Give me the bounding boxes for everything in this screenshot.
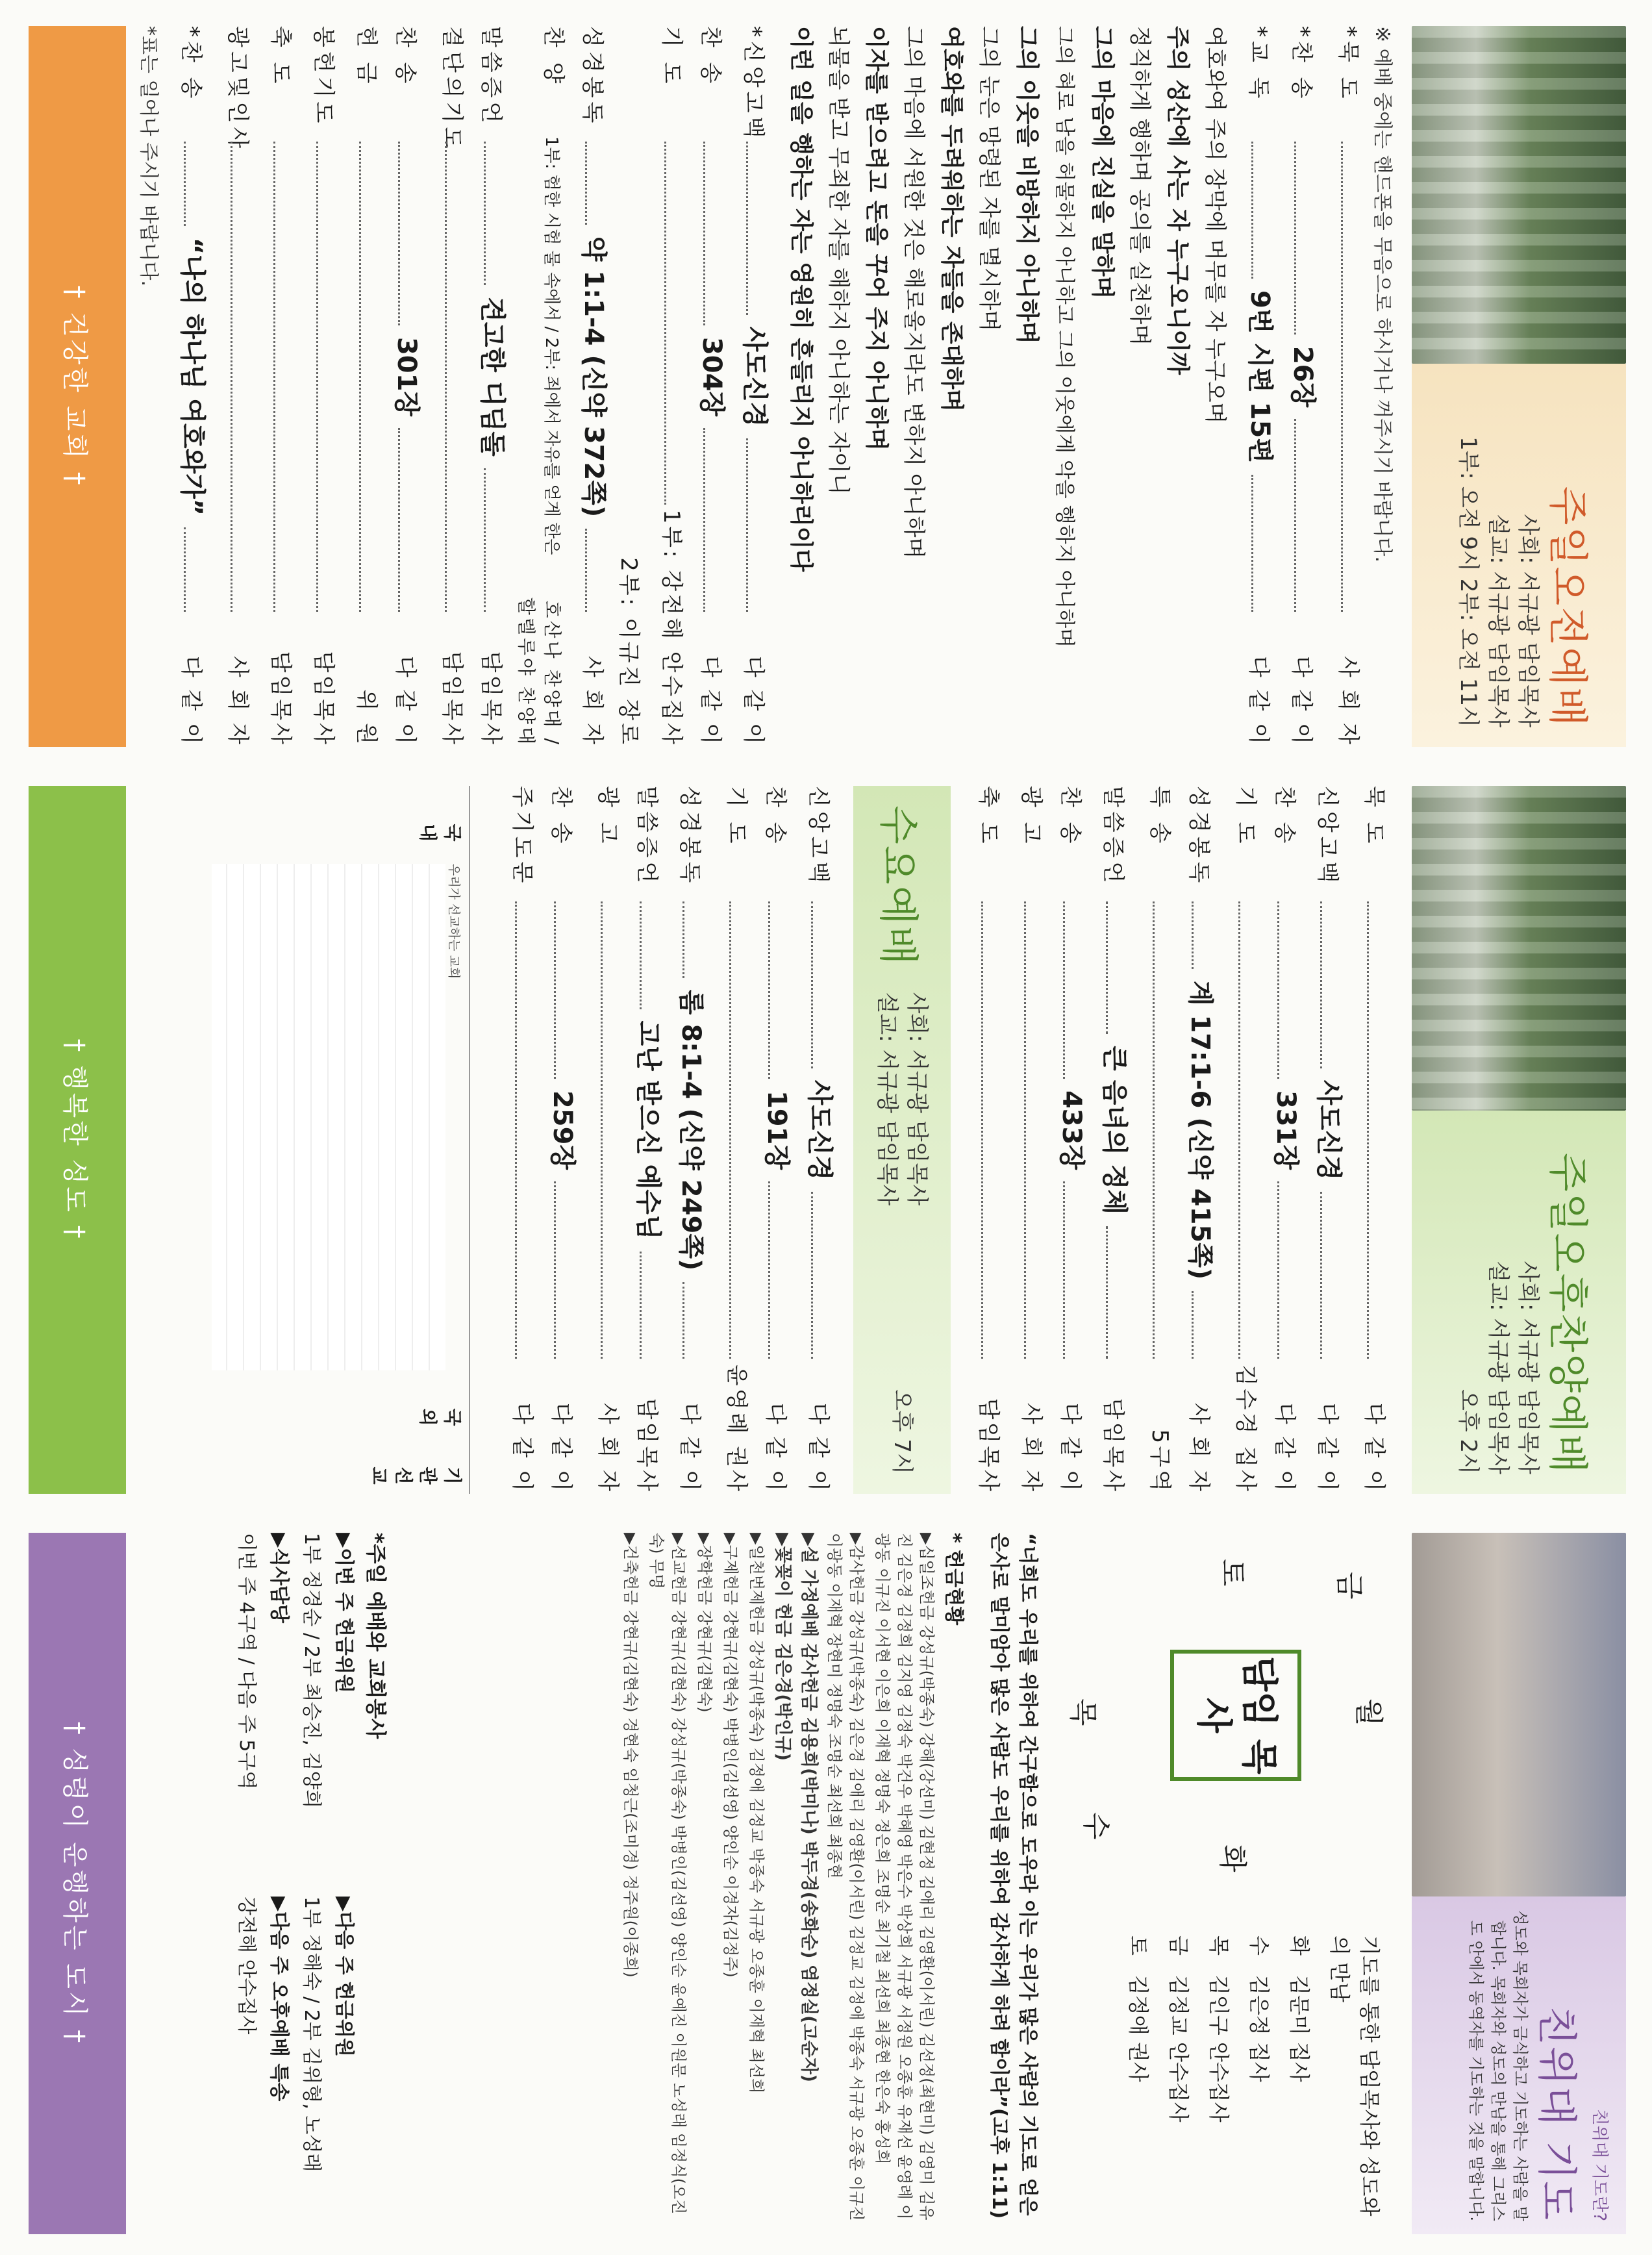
footer-healthy-church: † 건강한 교회 † xyxy=(29,26,126,747)
order-row xyxy=(470,26,513,747)
order-row xyxy=(1238,26,1281,747)
order-row xyxy=(669,786,712,1494)
dot-leader xyxy=(398,142,417,325)
order-label: 찬 송 xyxy=(697,26,723,88)
dot-leader xyxy=(484,468,503,612)
service-preacher: 설교: 서규광 담임목사 xyxy=(1485,1261,1512,1474)
order-label: 신앙고백 xyxy=(1314,786,1340,887)
prayer-photo xyxy=(1412,1533,1626,1896)
order-content: 약 1:1-4 (신약 372쪽) xyxy=(579,236,608,518)
order-person: 사 회 자 xyxy=(579,655,605,747)
service-preacher: 설교: 서규광 담임목사 xyxy=(1485,514,1512,727)
order-row xyxy=(626,786,669,1494)
dot-leader xyxy=(585,529,604,612)
order-label: 기 도 xyxy=(1233,786,1258,848)
order-label: 기 도 xyxy=(658,26,684,88)
dot-leader xyxy=(359,142,378,612)
order-content: 9번 시편 15편 xyxy=(1245,290,1275,463)
order-label: 축 도 xyxy=(268,26,294,88)
order-row xyxy=(1349,786,1392,1494)
congregation-photo xyxy=(1412,26,1626,364)
afternoon-order xyxy=(964,786,1392,1494)
dot-leader xyxy=(768,901,787,1079)
order-label: 찬 송 xyxy=(392,26,418,88)
dot-leader xyxy=(1106,1226,1125,1359)
order-content: 304장 xyxy=(697,336,727,417)
service-header xyxy=(1412,364,1626,747)
order-content: 사도신경 xyxy=(740,326,770,427)
dot-leader xyxy=(703,142,722,325)
order-person: 다 같 이 xyxy=(762,1402,788,1494)
prayer-schedule: 기도를 통한 담임목사와 성도와의 만남 화 김문미 집사 수 김은정 집사 목 김인구 안수집사 금 김정교 안수집사 토 김정애 권사 xyxy=(1126,1935,1382,2217)
dot-leader xyxy=(640,1252,658,1359)
dot-leader xyxy=(1294,419,1313,612)
order-row xyxy=(1135,786,1178,1494)
day-label: 월 xyxy=(1352,1698,1385,1726)
prayer-header: 친위대 기도란? 친위대 기도 성도와 목회자가 금식하고 기도하는 사람을 말합니다. 목회자와 성도의 만남을 통해 그리스도 안에서 동역자를 기도하는 것을 말합니다. xyxy=(1412,1896,1626,2234)
order-content: 롬 8:1-4 (신약 249쪽) xyxy=(676,989,706,1271)
order-label: *찬 송 xyxy=(178,26,204,103)
dot-leader xyxy=(1192,1291,1210,1359)
dot-leader xyxy=(601,901,620,1359)
dot-leader xyxy=(682,901,701,978)
dot-leader xyxy=(231,142,249,612)
dot-leader xyxy=(1294,142,1313,334)
order-label: 광 고 xyxy=(595,786,621,848)
order-row xyxy=(583,786,626,1494)
service-times: 1부: 오전 9시 2부: 오전 11시 xyxy=(1455,436,1482,727)
footer-spirit-city: † 성령이 운행하는 도시 † xyxy=(29,1533,126,2234)
order-person: 사 회 자 xyxy=(1335,655,1361,747)
order-row xyxy=(540,786,583,1494)
order-row xyxy=(1264,786,1307,1494)
dot-leader xyxy=(1024,901,1043,1359)
choir-photo xyxy=(1412,786,1626,1111)
order-person: 담임목사 xyxy=(268,651,294,747)
order-label: 말씀증언 xyxy=(1100,786,1126,887)
order-person: 사 회 자 xyxy=(595,1402,621,1494)
day-label: 화 xyxy=(1216,1845,1249,1872)
panel-sunday-morning xyxy=(29,26,1626,747)
responsive-reading: 여호와여 주의 장막에 머무를 자 누구오며 주의 성산에 사는 자 누구오니이까 정직하게 행하며 공의를 실천하며 그의 마음에 진실을 말하며 그의 혀로 남을 허물하지 아니하고 그의 이웃에게 악을 행하지 아니하며 그의 이웃을 비방하지 아니하며 그의 눈은 망령된 자를 멸시하며 여호와를 두려워하는 자들을 존대하며 그의 마음에 서원한 것은 해로울지라도 변하지 아니하며 이자를 받으려고 돈을 꾸어 주지 아니하며 뇌물을 받고 무죄한 자를 해하지 아니하는 자이니 이런 일을 행하는 자는 영원히 흔들리지 아니하리이다 xyxy=(788,26,1228,648)
order-person: 윤영례 권사 xyxy=(723,1364,749,1494)
dot-leader xyxy=(515,901,534,1359)
order-label: 헌 금 xyxy=(353,26,379,88)
dot-leader xyxy=(585,142,604,225)
dot-leader xyxy=(768,1181,787,1359)
order-row xyxy=(1092,786,1135,1494)
dot-leader xyxy=(398,428,417,612)
order-label: 말씀증언 xyxy=(478,26,504,127)
dot-leader xyxy=(1192,901,1210,969)
order-row xyxy=(1007,786,1049,1494)
order-label: 봉헌기도 xyxy=(310,26,336,127)
dot-leader xyxy=(981,901,1000,1359)
order-person: 다 같 이 xyxy=(548,1402,574,1494)
dot-leader xyxy=(1277,1181,1296,1359)
order-label: 특 송 xyxy=(1147,786,1173,848)
dot-leader xyxy=(682,1282,701,1359)
service-header xyxy=(1412,1111,1626,1494)
service-leader: 사회: 서규광 담임목사 xyxy=(1515,1261,1541,1474)
dot-leader xyxy=(316,142,335,612)
order-person: 다 같 이 xyxy=(509,1402,535,1494)
dot-leader xyxy=(1063,901,1082,1079)
order-content: 301장 xyxy=(392,336,421,417)
order-label: *묵 도 xyxy=(1335,26,1361,103)
dot-leader xyxy=(746,142,765,315)
order-label: 광고및인사 xyxy=(225,26,251,153)
dot-leader xyxy=(445,142,464,612)
wednesday-order xyxy=(497,786,840,1494)
order-person: 다 같 이 xyxy=(697,655,723,748)
order-row xyxy=(342,26,384,747)
order-row: 찬 양 1부: 험한 시험 물 속에서 / 2부: 죄에서 자유를 얻게 한은 호산나 찬양대 / 할렐루야 찬양대 xyxy=(513,26,571,747)
order-person: 다 같 이 xyxy=(740,655,766,747)
service-leader: 사회: 서규광 담임목사 xyxy=(1515,514,1541,727)
order-content: 331장 xyxy=(1271,1090,1301,1170)
dot-leader xyxy=(184,142,203,226)
service-time: 오후 2시 xyxy=(1455,1389,1482,1474)
order-row xyxy=(170,26,213,747)
day-label: 수 xyxy=(1079,1812,1112,1840)
offering-list: * 헌금현황 ▶십일조헌금 강성규(박종숙) 강해(강선미) 김현정 김애리 김영환(이서린) 김선정(최현미) 김영미 김유진 김은경 김정희 김지영 김정숙 박건우 박혜영 박은수 박상희 서규광 서정원 오종훈 유재선 윤영례 이광동 이규진 이서현 이은희 이재혁 정명숙 정은희 조명순 최기철 최선희 최종현 한은숙 홍성희 ▶감사헌금 강성규(박종숙) 김은경 김애리 김영환(이서린) 김정교 김정애 박종숙 서규광 오종훈 이규진 이광동 이재혁 장현미 정명숙 조명순 최선희 최종현 ▶설 가정예배 감사헌금 김용희(박미나) 박두경(송화순) 염정실(고순자) ▶꽃꽂이 헌금 김은경(박인규) ▶일천번제헌금 강성규(박종숙) 김정애 김정교 박종숙 서규광 오종훈 이재혁 최선희 ▶구제헌금 강현규(김현숙) 박병인(김선영) 양인순 이경자(김정주) ▶장학헌금 강현규(김현숙) ▶선교헌금 강현규(김현숙) 강성규(박종숙) 박병인(김선영) 양인순 윤예진 이원문 노성래 임정식(오진숙) 무명 ▶건축헌금 강현규(김현숙) 경현숙 임청근(조미경) 정주원(이종희) xyxy=(621,1533,965,2221)
order-row xyxy=(384,26,427,747)
panel-afternoon-wednesday xyxy=(29,786,1626,1494)
order-label: 묵 도 xyxy=(1361,786,1387,848)
order-label: *신앙고백 xyxy=(740,26,766,142)
order-person: 다 같 이 xyxy=(805,1402,831,1494)
order-label: 기 도 xyxy=(723,786,749,848)
dot-leader xyxy=(811,901,830,1068)
dot-leader xyxy=(1277,901,1296,1079)
order-label: 찬 송 xyxy=(548,786,574,848)
day-label: 목 xyxy=(1066,1698,1099,1726)
order-row xyxy=(1049,786,1092,1494)
order-label: 성경봉독 xyxy=(1186,786,1212,887)
order-person: 위 원 xyxy=(353,689,379,747)
order-row xyxy=(256,26,299,747)
order-label: *찬 송 xyxy=(1288,26,1314,103)
stand-note: *표는 일어나 주시기 바랍니다. xyxy=(137,26,160,286)
order-content: 계 17:1-6 (신약 415쪽) xyxy=(1185,980,1215,1280)
dot-leader xyxy=(554,901,573,1079)
order-label: 신앙고백 xyxy=(805,786,831,887)
order-person: 다 같 이 xyxy=(1314,1402,1340,1494)
order-person: 다 같 이 xyxy=(1361,1402,1387,1494)
order-content: 큰 음녀의 정체 xyxy=(1099,1046,1129,1215)
order-person: 다 같 이 xyxy=(178,655,204,748)
dot-leader xyxy=(1251,142,1270,279)
order-row xyxy=(1221,786,1264,1494)
dot-leader xyxy=(1320,1192,1339,1359)
wednesday-time: 오후 7시 xyxy=(889,1389,916,1474)
order-person: 2부: 이규진 장로 xyxy=(616,557,642,747)
order-person: 담임목사 xyxy=(310,651,336,747)
order-person: 담임목사 xyxy=(975,1398,1001,1494)
pastor-box: 담임 목사 xyxy=(1170,1650,1301,1781)
order-person: 담임목사 xyxy=(439,651,465,747)
order-person: 김수경 집사 xyxy=(1233,1364,1258,1494)
dot-leader xyxy=(273,142,292,612)
order-person: 다 같 이 xyxy=(1288,655,1314,747)
dot-leader xyxy=(1106,901,1125,1034)
order-row xyxy=(732,26,775,747)
dot-leader xyxy=(484,142,503,285)
day-label: 금 xyxy=(1333,1572,1366,1600)
dot-leader xyxy=(1320,901,1339,1068)
order-person: 담임목사 xyxy=(1100,1398,1126,1494)
order-label: 축 도 xyxy=(975,786,1001,848)
order-of-worship xyxy=(73,26,1399,747)
service-title: 주일오전예배 xyxy=(1544,486,1592,727)
order-row xyxy=(712,786,755,1494)
order-label: 찬 송 xyxy=(1057,786,1083,848)
order-person: 사 회 자 xyxy=(225,655,251,747)
order-label: 성경봉독 xyxy=(579,26,605,127)
order-person: 1부: 강전해 안수집사 xyxy=(658,509,684,747)
order-person: 사 회 자 xyxy=(1018,1402,1044,1494)
order-label: 찬 양 xyxy=(540,26,566,88)
order-label: 광 고 xyxy=(1018,786,1044,848)
order-label: 찬 송 xyxy=(1271,786,1297,848)
order-person: 담임목사 xyxy=(478,651,504,748)
order-content: 사도신경 xyxy=(805,1079,834,1181)
bible-verse: “너희도 우리를 위하여 간구함으로 도우라 이는 우리가 많은 사람의 기도로 얻은 은사로 말미암아 많은 사람도 우리를 위하여 감사하게 하려 함이라”(고후 1:11) xyxy=(988,1533,1039,2219)
order-row xyxy=(1323,26,1366,747)
order-person: 담임목사 xyxy=(634,1398,660,1494)
order-person: 다 같 이 xyxy=(392,655,418,748)
order-row xyxy=(755,786,797,1494)
dot-leader xyxy=(664,142,683,505)
order-content: 고난 받으신 예수님 xyxy=(633,1020,663,1240)
dot-leader xyxy=(811,1192,830,1359)
prayer-title: 친위대 기도 xyxy=(1533,2006,1581,2221)
dot-leader xyxy=(1251,475,1270,612)
order-person: 호산나 찬양대 / 할렐루야 찬양대 xyxy=(516,597,563,747)
order-row xyxy=(1178,786,1221,1494)
order-person: 5구역 xyxy=(1147,1429,1173,1494)
order-person: 다 같 이 xyxy=(1245,655,1271,748)
panel-prayer xyxy=(29,1533,1626,2234)
service-duty: *주일 예배와 교회봉사 ▶이번 주 헌금위원 1부 정경순 / 2부 최승진, 김양희 ▶식사담당 이번 주 4구역 / 다음 주 5구역 ▶다음 주 헌금위원 1부 정해숙 / 2부 김위형, 노성래 ▶다음 주 오후예배 특송 강전해 안수집사 xyxy=(235,1533,388,2173)
dot-leader xyxy=(1341,142,1360,612)
service-title: 주일오후찬양예배 xyxy=(1544,1152,1592,1474)
dot-leader xyxy=(1367,901,1386,1359)
order-content: 259장 xyxy=(547,1090,577,1170)
order-content: 26장 xyxy=(1288,346,1318,408)
order-row xyxy=(213,26,256,747)
wednesday-title: 수요예배 xyxy=(874,805,922,966)
dot-leader xyxy=(746,438,765,612)
order-person: 다 같 이 xyxy=(1271,1402,1297,1494)
order-row xyxy=(964,786,1007,1494)
phone-note: ※ 예배 중에는 핸드폰을 무음으로 하시거나 꺼주시기 바랍니다. xyxy=(1371,26,1394,562)
footer-happy-saints: † 행복한 성도 † xyxy=(29,786,126,1494)
order-content: “나의 하나님 여호와가” xyxy=(177,237,207,516)
dot-leader xyxy=(1063,1181,1082,1359)
order-person: 다 같 이 xyxy=(677,1402,703,1494)
order-label: 주기도문 xyxy=(509,786,535,887)
day-label: 토 xyxy=(1216,1559,1249,1587)
order-content: 191장 xyxy=(762,1090,792,1170)
order-row xyxy=(1307,786,1349,1494)
wednesday-header: 수요예배 사회: 서규광 담임목사 설교: 서규광 담임목사 오후 7시 xyxy=(853,786,951,1494)
order-row xyxy=(614,26,647,747)
order-content: 견고한 디딤돌 xyxy=(477,297,507,457)
order-row xyxy=(497,786,540,1494)
order-person: 다 같 이 xyxy=(1057,1402,1083,1494)
dot-leader xyxy=(184,527,203,612)
order-row xyxy=(427,26,470,747)
dot-leader xyxy=(1238,901,1257,1359)
order-label: *교 독 xyxy=(1245,26,1271,103)
order-label: 말씀증언 xyxy=(634,786,660,887)
order-label: 성경봉독 xyxy=(677,786,703,887)
mission-table xyxy=(212,864,445,1370)
order-row xyxy=(690,26,732,747)
order-row xyxy=(299,26,342,747)
dot-leader xyxy=(554,1181,573,1359)
order-row xyxy=(797,786,840,1494)
mission-list: 국 내 우리가 선교하는 교회 국 외 기 관 선 교 xyxy=(157,786,470,1494)
order-label: 찬 송 xyxy=(762,786,788,848)
dot-leader xyxy=(729,901,748,1359)
dot-leader xyxy=(640,901,658,1009)
order-label: 결단의기도 xyxy=(439,26,465,153)
order-row xyxy=(647,26,690,747)
prayer-diagram xyxy=(1055,1533,1392,2234)
order-row xyxy=(571,26,614,747)
dot-leader xyxy=(703,428,722,612)
order-row xyxy=(1281,26,1323,747)
order-person: 사 회 자 xyxy=(1186,1402,1212,1494)
order-content: 433장 xyxy=(1057,1090,1086,1170)
dot-leader xyxy=(1153,901,1171,1359)
order-content: 사도신경 xyxy=(1314,1079,1344,1181)
